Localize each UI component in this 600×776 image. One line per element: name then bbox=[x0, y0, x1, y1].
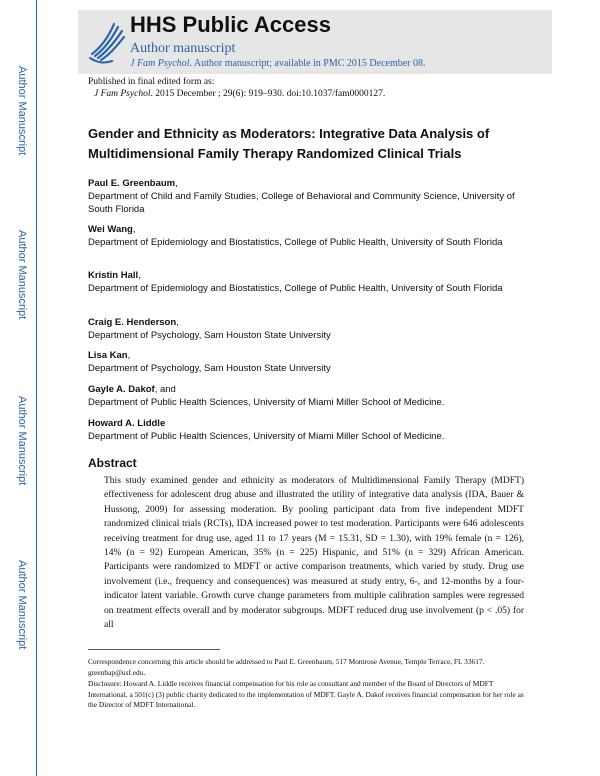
journal-availability: J Fam Psychol. Author manuscript; available in PMC 2015 December 08. bbox=[130, 58, 426, 69]
author-affiliation: Department of Public Health Sciences, University of Miami Miller School of Medicine. bbox=[88, 397, 445, 408]
footnote-disclosure: Disclosure: Howard A. Liddle receives financial compensation for his role as consultant and member of the Board of Directors of MDFT International, a 501(c) (3) public charity dedicated to the implementation of MDFT. Gayle A. Dakof receives financial compensation for her role as the Director of MDFT International. bbox=[88, 679, 524, 709]
publication-citation: J Fam Psychol. 2015 December ; 29(6): 919–930. doi:10.1037/fam0000127. bbox=[94, 89, 386, 99]
author-entry: Wei Wang, Department of Epidemiology and Biostatistics, College of Public Health, University of South Florida bbox=[88, 224, 503, 248]
author-affiliation: Department of Psychology, Sam Houston State University bbox=[88, 363, 331, 374]
side-label-author-manuscript: Author Manuscript bbox=[16, 66, 28, 156]
footnote-divider bbox=[88, 649, 220, 650]
author-affiliation: Department of Psychology, Sam Houston State University bbox=[88, 330, 331, 341]
author-name: Gayle A. Dakof bbox=[88, 384, 155, 395]
author-name: Wei Wang bbox=[88, 224, 133, 235]
author-name: Craig E. Henderson bbox=[88, 317, 177, 328]
abstract-text: This study examined gender and ethnicity as moderators of Multidimensional Family Therapy (MDFT) effectiveness for adolescent drug abuse and illustrated the utility of integrative data analysis (IDA, Bauer & Hussong, 2009) for assessing moderation. By pooling participant data from five independent MDFT randomized clinical trials (RCTs), IDA increased power to test moderation. Participants were 646 adolescents receiving treatment for drug use, aged 11 to 17 years (M = 15.31, SD = 1.30), with 19% female (n = 126), 14% (n = 92) European American, 35% (n = 225) Hispanic, and 51% (n = 329) African American. Participants were randomized to MDFT or active comparison treatments, which varied by study. Drug use involvement (i.e., frequency and consequences) was measured at study entry, 6-, and 12-months by a four-indicator latent variable. Growth curve change parameters from multiple calibration samples were regressed on treatment effects overall and by moderator subgroups. MDFT reduced drug use involvement (p < .05) for all bbox=[104, 476, 524, 631]
author-name: Kristin Hall bbox=[88, 270, 139, 281]
side-label-author-manuscript: Author Manuscript bbox=[16, 396, 28, 486]
author-affiliation: Department of Child and Family Studies, College of Behavioral and Community Science, University of South Florida bbox=[88, 191, 515, 215]
paper-title: Gender and Ethnicity as Moderators: Integrative Data Analysis of Multidimensional Family Therapy Randomized Clinical Trials bbox=[88, 126, 490, 161]
author-entry: Paul E. Greenbaum, Department of Child and Family Studies, College of Behavioral and Community Science, University of South Florida bbox=[88, 178, 515, 215]
hhs-title: HHS Public Access bbox=[130, 12, 331, 37]
author-entry bbox=[88, 417, 518, 443]
abstract-heading: Abstract bbox=[88, 456, 137, 470]
author-name: Paul E. Greenbaum bbox=[88, 178, 176, 189]
side-label-author-manuscript: Author Manuscript bbox=[16, 560, 28, 650]
author-entry: Gayle A. Dakof, and Department of Public Health Sciences, University of Miami Miller School of Medicine. bbox=[88, 384, 445, 408]
side-divider bbox=[36, 0, 37, 776]
footnote-correspondence: Correspondence concerning this article should be addressed to Paul E. Greenbaum, 517 Montrose Avenue, Temple Terrace, FL 33617. greenbap@usf.edu. bbox=[88, 657, 485, 677]
publication-note: Published in final edited form as: bbox=[88, 77, 215, 87]
author-affiliation: Department of Epidemiology and Biostatistics, College of Public Health, University of South Florida bbox=[88, 283, 503, 294]
author-entry: Kristin Hall, Department of Epidemiology and Biostatistics, College of Public Health, University of South Florida bbox=[88, 270, 503, 294]
hhs-header bbox=[78, 10, 552, 74]
hhs-eagle-logo-icon bbox=[86, 18, 128, 66]
side-label-author-manuscript: Author Manuscript bbox=[16, 230, 28, 320]
author-affiliation: Department of Public Health Sciences, University of Miami Miller School of Medicine. bbox=[88, 431, 445, 442]
author-name: Howard A. Liddle bbox=[88, 418, 166, 429]
author-entry: Craig E. Henderson, Department of Psychology, Sam Houston State University bbox=[88, 317, 331, 341]
author-affiliation: Department of Epidemiology and Biostatistics, College of Public Health, University of South Florida bbox=[88, 237, 503, 248]
author-entry: Lisa Kan, Department of Psychology, Sam Houston State University bbox=[88, 350, 331, 374]
author-name: Lisa Kan bbox=[88, 350, 128, 361]
author-manuscript-label: Author manuscript bbox=[130, 41, 236, 56]
